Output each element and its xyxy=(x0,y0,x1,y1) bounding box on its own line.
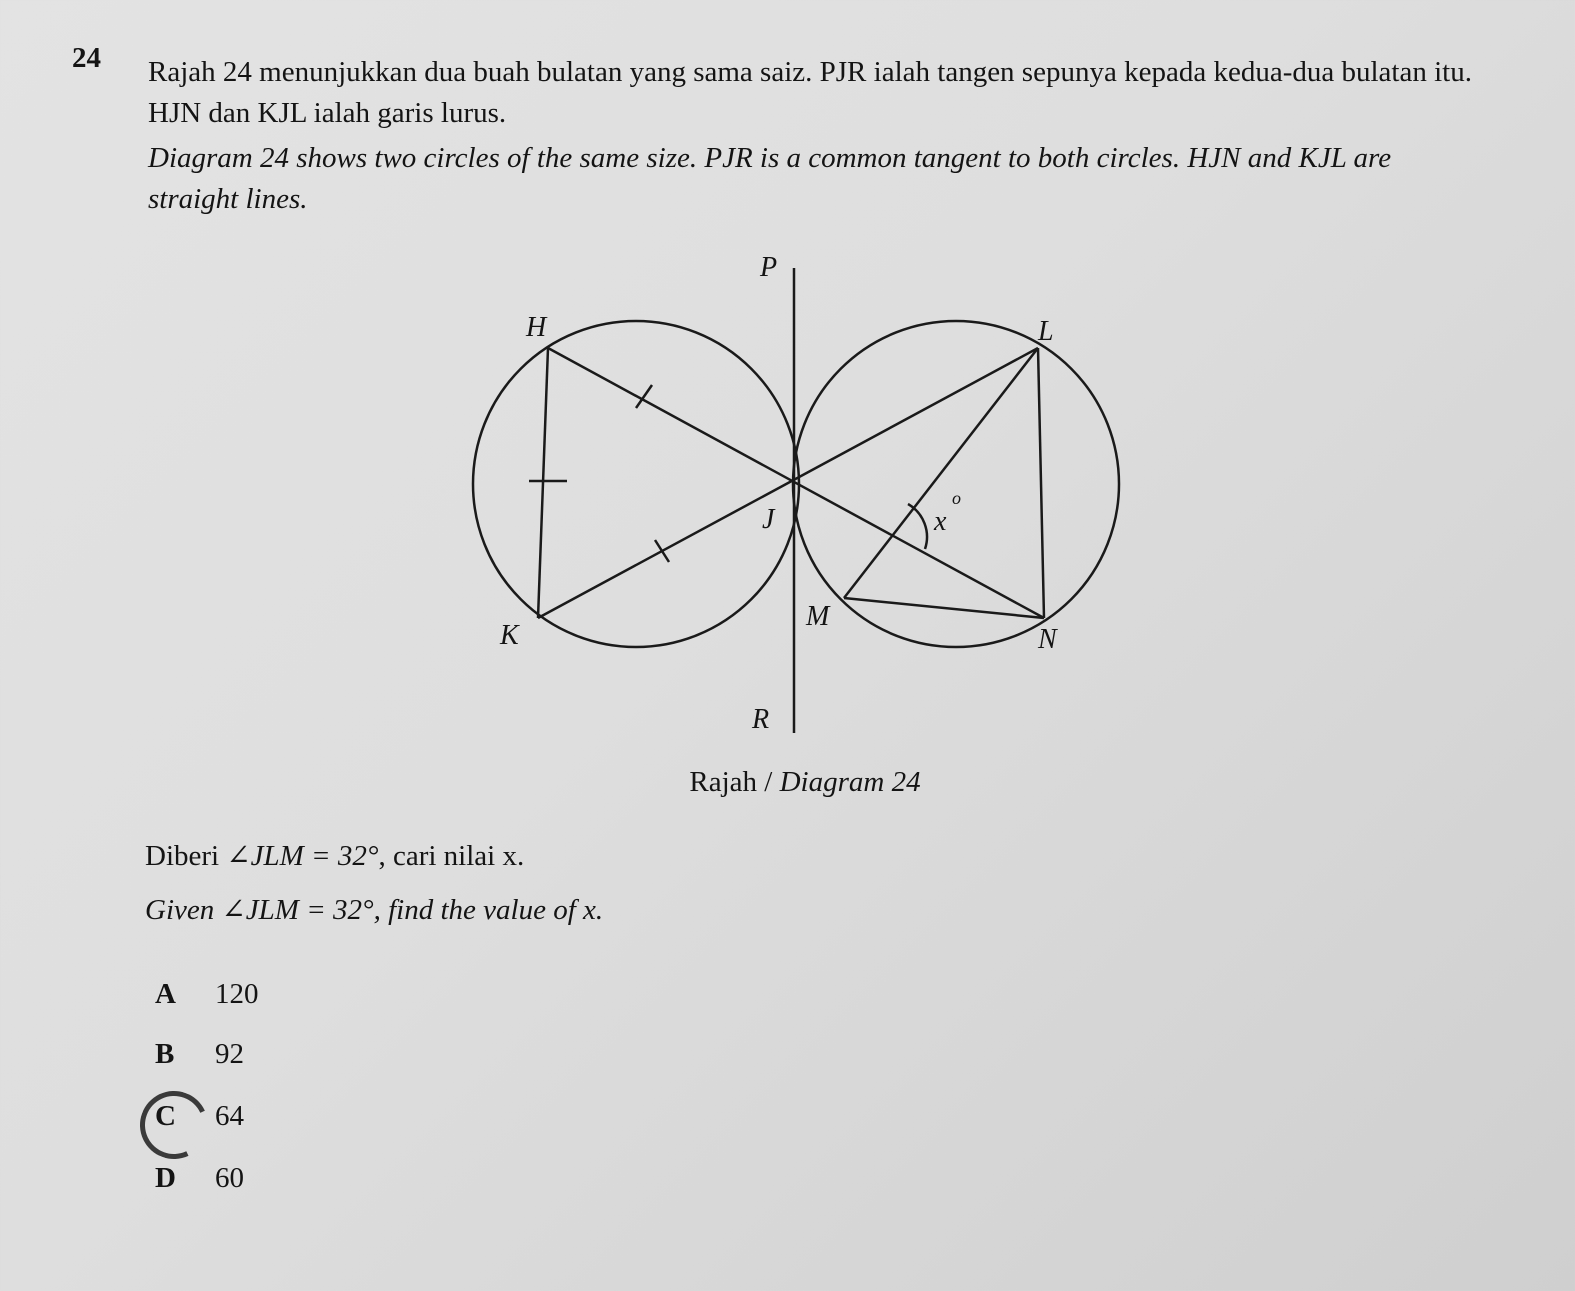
label-l: L xyxy=(1038,316,1054,347)
caption-malay: Rajah / xyxy=(689,766,780,798)
given-malay-prefix: Diberi xyxy=(145,840,227,872)
geometry-diagram xyxy=(440,248,1140,748)
option-value: 64 xyxy=(215,1100,244,1132)
label-h: H xyxy=(526,312,547,343)
tick-mark-kj xyxy=(655,540,669,562)
label-m: M xyxy=(806,601,830,632)
option-letter: C xyxy=(155,1100,176,1132)
option-letter: D xyxy=(155,1162,176,1194)
chord-ln xyxy=(1038,348,1044,618)
option-value: 92 xyxy=(215,1038,244,1070)
left-circle xyxy=(473,321,799,647)
option-value: 60 xyxy=(215,1162,244,1194)
option-letter: B xyxy=(155,1038,175,1070)
option-d[interactable] xyxy=(155,1162,244,1202)
question-text-english: Diagram 24 shows two circles of the same size. PJR is a common tangent to both circles. HJN and KJL are straight lines. xyxy=(148,142,1392,215)
option-b[interactable] xyxy=(155,1038,244,1078)
given-malay-angle: ∠JLM = 32° xyxy=(226,840,379,872)
given-english-prefix: Given xyxy=(145,894,222,926)
question-number: 24 xyxy=(72,42,101,74)
given-malay-suffix: , cari nilai x. xyxy=(378,840,525,872)
chord-lm xyxy=(844,348,1038,598)
label-degree: o xyxy=(952,488,961,508)
option-a[interactable] xyxy=(155,978,259,1018)
chord-hk xyxy=(538,348,548,618)
label-x: x xyxy=(934,506,947,537)
label-n: N xyxy=(1038,624,1057,655)
right-circle xyxy=(793,321,1119,647)
given-english-suffix: , find the value of x. xyxy=(373,894,604,926)
given-english-angle: ∠JLM = 32° xyxy=(221,894,374,926)
line-kjl xyxy=(538,348,1038,618)
line-hjn xyxy=(548,348,1044,618)
diagram-caption xyxy=(0,766,1575,799)
label-j: J xyxy=(762,504,775,535)
label-r: R xyxy=(752,704,770,735)
given-statement-malay xyxy=(145,838,524,873)
option-letter: A xyxy=(155,978,176,1010)
option-value: 120 xyxy=(215,978,259,1010)
caption-english: Diagram 24 xyxy=(779,766,921,798)
option-c[interactable] xyxy=(155,1100,244,1140)
label-p: P xyxy=(760,252,778,283)
question-text-malay: Rajah 24 menunjukkan dua buah bulatan yang sama saiz. PJR ialah tangen sepunya kepada kedua-dua bulatan itu. HJN dan KJL ialah garis lurus. xyxy=(148,56,1472,129)
given-statement-english xyxy=(145,892,603,927)
label-k: K xyxy=(500,620,519,651)
